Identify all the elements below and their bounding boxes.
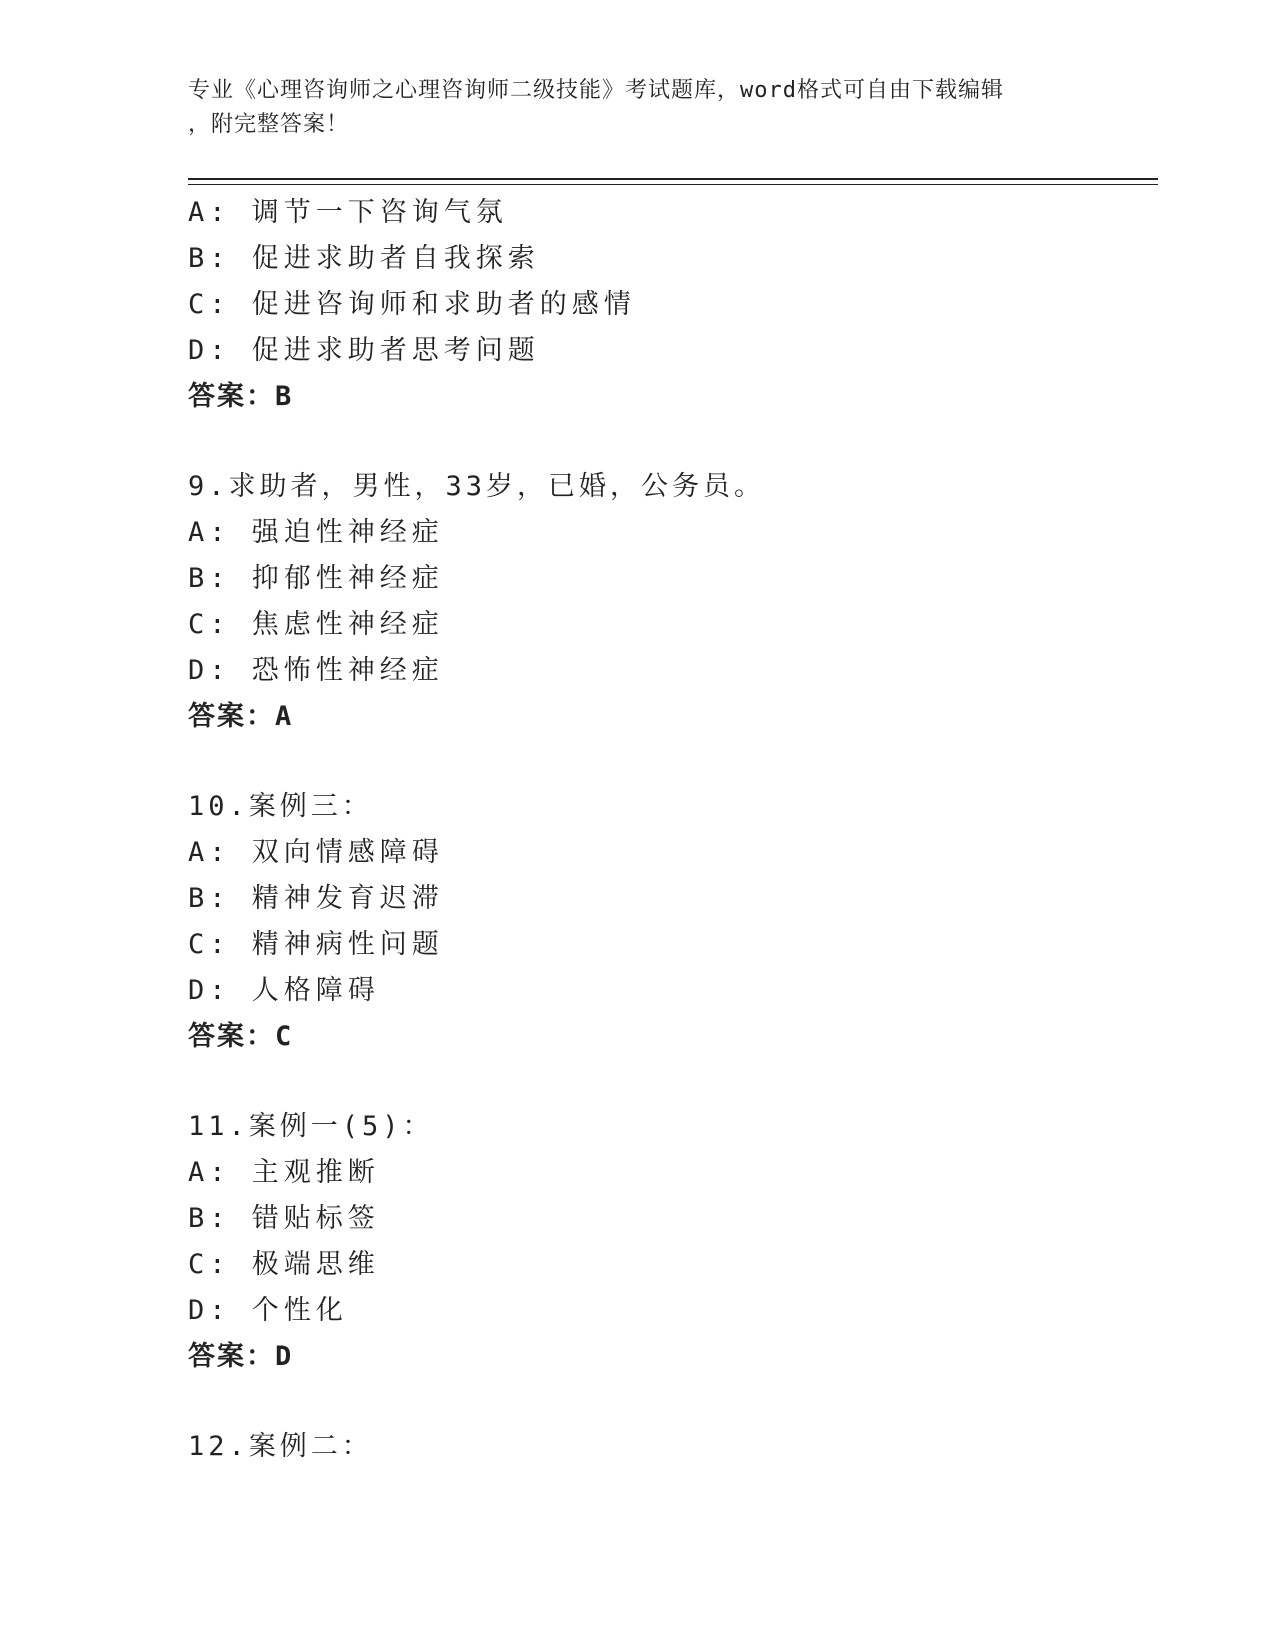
question-block-9 — [188, 464, 1158, 740]
option-c: C: 促进咨询师和求助者的感情 — [188, 289, 636, 320]
option-d: D: 人格障碍 — [188, 975, 380, 1006]
header-line-1: 专业《心理咨询师之心理咨询师二级技能》考试题库，word格式可自由下载编辑 — [188, 78, 1004, 103]
option-c: C: 精神病性问题 — [188, 929, 444, 960]
option-c: C: 焦虑性神经症 — [188, 609, 444, 640]
question-block-12 — [188, 1424, 1158, 1470]
document-header — [188, 74, 1088, 142]
question-list — [188, 190, 1158, 1470]
question-block-10 — [188, 784, 1158, 1060]
header-line-2: ，附完整答案！ — [188, 112, 350, 137]
option-b: B: 错贴标签 — [188, 1203, 380, 1234]
option-d: D: 促进求助者思考问题 — [188, 335, 540, 366]
option-b: B: 促进求助者自我探索 — [188, 243, 540, 274]
answer-line: 答案：C — [188, 1021, 294, 1052]
answer-line: 答案：B — [188, 381, 294, 412]
option-b: B: 精神发育迟滞 — [188, 883, 444, 914]
option-a: A: 强迫性神经症 — [188, 517, 444, 548]
question-block-11 — [188, 1104, 1158, 1380]
option-c: C: 极端思维 — [188, 1249, 380, 1280]
option-d: D: 个性化 — [188, 1295, 348, 1326]
question-block-8 — [188, 190, 1158, 420]
header-divider-thick — [188, 178, 1158, 180]
option-a: A: 双向情感障碍 — [188, 837, 444, 868]
question-stem: 12.案例二： — [188, 1431, 373, 1462]
option-a: A: 主观推断 — [188, 1157, 380, 1188]
header-divider-thin — [188, 184, 1158, 185]
answer-line: 答案：D — [188, 1341, 294, 1372]
question-stem: 11.案例一(5)： — [188, 1111, 434, 1142]
answer-line: 答案：A — [188, 701, 294, 732]
option-b: B: 抑郁性神经症 — [188, 563, 444, 594]
question-stem: 10.案例三： — [188, 791, 373, 822]
option-a: A: 调节一下咨询气氛 — [188, 197, 508, 228]
option-d: D: 恐怖性神经症 — [188, 655, 444, 686]
question-stem: 9.求助者，男性，33岁，已婚，公务员。 — [188, 471, 766, 502]
